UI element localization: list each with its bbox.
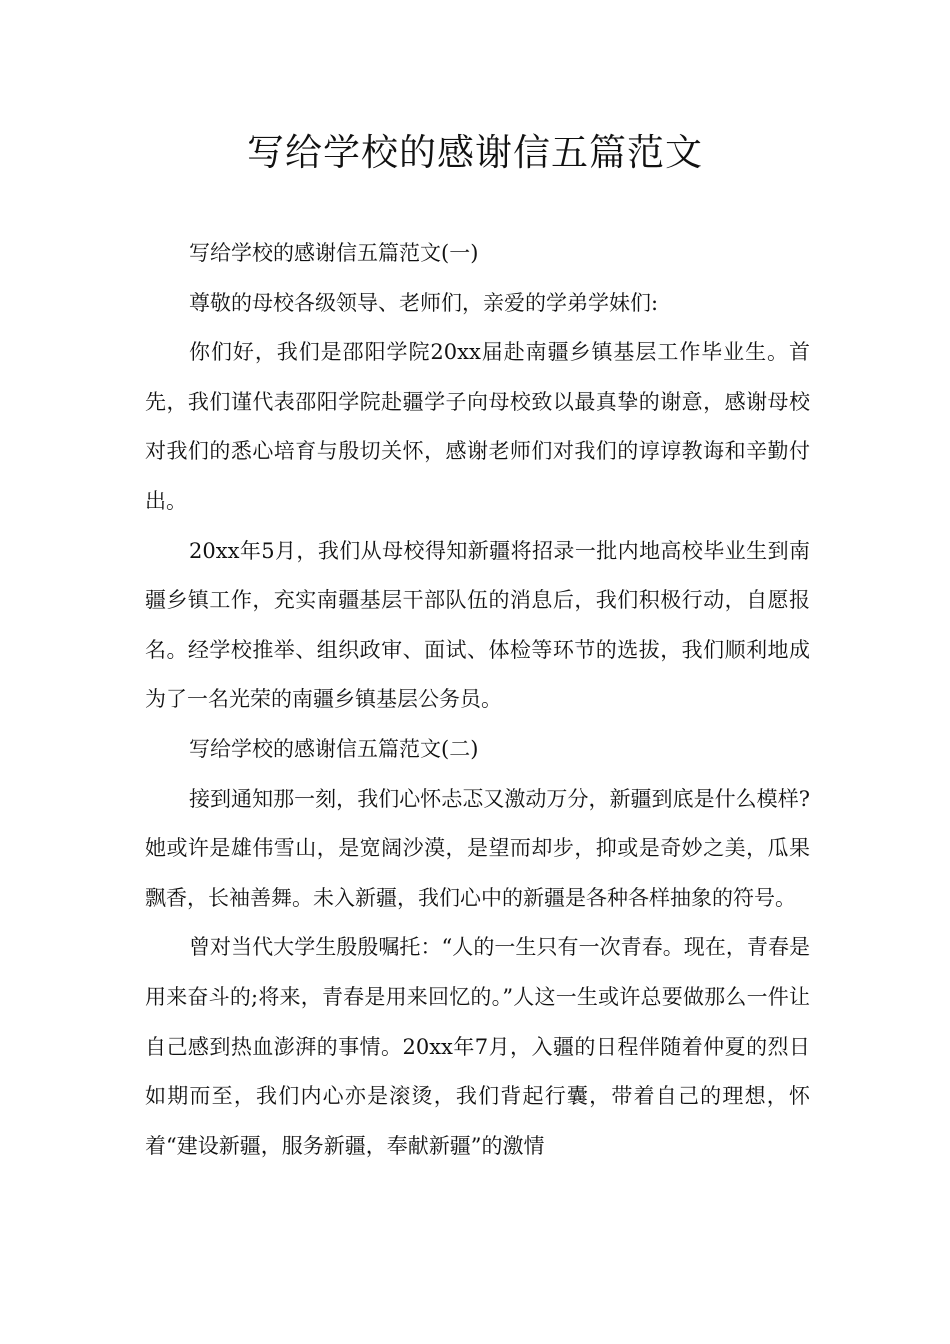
paragraph: 你们好，我们是邵阳学院20xx届赴南疆乡镇基层工作毕业生。首先，我们谨代表邵阳学院赴疆学子向母校致以最真挚的谢意，感谢母校对我们的悉心培育与殷切关怀，感谢老师们对我们的谆谆教诲和辛勤付出。 <box>145 340 810 513</box>
section-heading-1: 写给学校的感谢信五篇范文(一) <box>189 241 479 265</box>
paragraph: 接到通知那一刻，我们心怀忐忑又激动万分，新疆到底是什么模样?她或许是雄伟雪山，是宽阔沙漠，是望而却步，抑或是奇妙之美，瓜果飘香，长袖善舞。未入新疆，我们心中的新疆是各种各样抽象的符号。 <box>145 786 810 910</box>
paragraph: 20xx年5月，我们从母校得知新疆将招录一批内地高校毕业生到南疆乡镇工作，充实南疆基层干部队伍的消息后，我们积极行动，自愿报名。经学校推举、组织政审、面试、体检等环节的选拔，我们顺利地成为了一名光荣的南疆乡镇基层公务员。 <box>145 538 810 712</box>
document-title: 写给学校的感谢信五篇范文 <box>247 131 703 174</box>
paragraph: 曾对当代大学生殷殷嘱托：“人的一生只有一次青春。现在，青春是用来奋斗的;将来，青春是用来回忆的。”人这一生或许总要做那么一件让自己感到热血澎湃的事情。20xx年7月，入疆的日程伴随着仲夏的烈日如期而至，我们内心亦是滚烫，我们背起行囊，带着自己的理想，怀着“建设新疆，服务新疆，奉献新疆”的激情 <box>145 935 810 1158</box>
salutation: 尊敬的母校各级领导、老师们，亲爱的学弟学妹们: <box>189 290 659 315</box>
section-heading-2: 写给学校的感谢信五篇范文(二) <box>189 736 479 761</box>
document-body <box>145 229 810 1171</box>
